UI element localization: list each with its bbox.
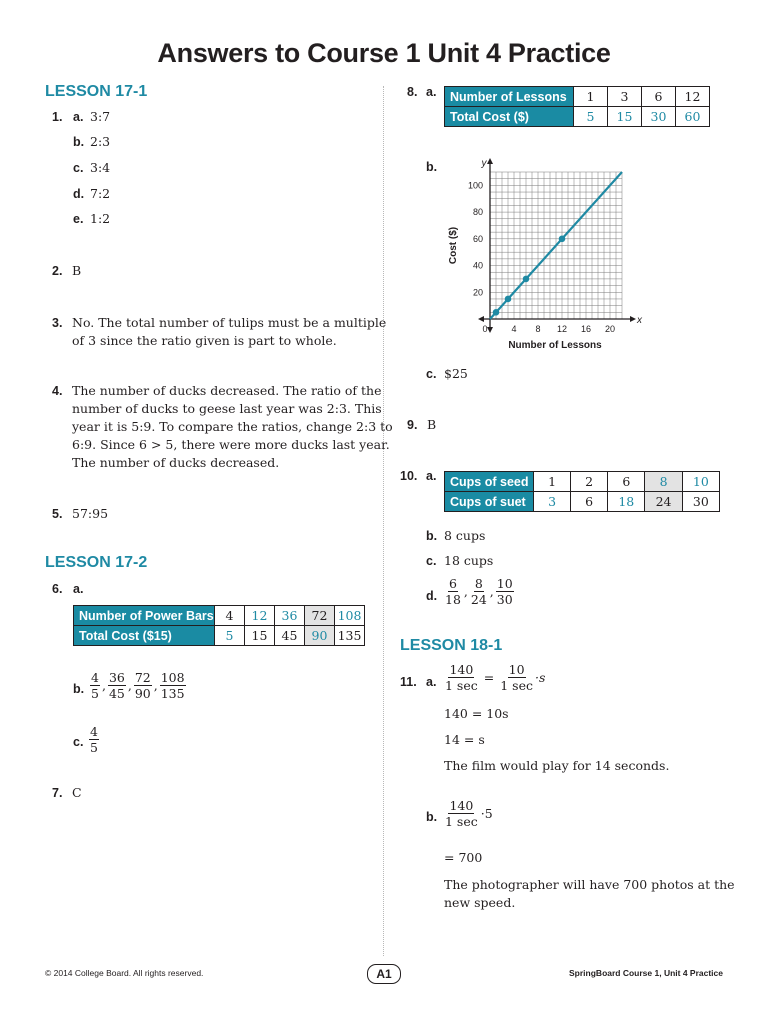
q11b-label: b. bbox=[426, 810, 438, 824]
table-header-cell: Number of Power Bars bbox=[74, 606, 215, 626]
q10c-answer: 18 cups bbox=[444, 553, 494, 568]
table-cell: 45 bbox=[275, 626, 305, 646]
q8b-label: b. bbox=[426, 160, 438, 174]
denominator: 5 bbox=[90, 740, 98, 755]
q3-number: 3. bbox=[52, 316, 63, 330]
y-tick-label: 40 bbox=[472, 260, 483, 271]
q10c-label: c. bbox=[426, 554, 437, 568]
q9-answer: B bbox=[427, 417, 437, 432]
denominator: 24 bbox=[470, 592, 487, 607]
table-header-cell: Number of Lessons bbox=[445, 87, 574, 107]
q5-answer: 57:95 bbox=[72, 506, 109, 521]
q4-answer-line4: 6:9. Since 6 > 5, there were more ducks last year. bbox=[72, 437, 390, 452]
y-tick-label: 100 bbox=[467, 180, 483, 191]
q1c-label: c. bbox=[73, 161, 84, 175]
table-cell: 5 bbox=[574, 107, 608, 127]
numerator: 140 bbox=[449, 798, 474, 813]
table-cell: 72 bbox=[305, 606, 335, 626]
x-tick-label: 8 bbox=[535, 324, 541, 334]
table-cell: 18 bbox=[608, 492, 645, 512]
fraction bbox=[90, 670, 100, 701]
y-tick-label: 80 bbox=[472, 207, 483, 218]
numerator: 4 bbox=[91, 670, 99, 685]
q1d-label: d. bbox=[73, 187, 85, 201]
y-axis-label: Cost ($) bbox=[448, 226, 459, 265]
table-row bbox=[445, 472, 720, 492]
table-cell: 12 bbox=[676, 87, 710, 107]
x-tick-label: 20 bbox=[604, 324, 616, 334]
y-tick-label: 60 bbox=[472, 233, 483, 244]
q11b-conclusion-line1: The photographer will have 700 photos at the bbox=[444, 877, 735, 892]
q11b-line2: = 700 bbox=[444, 850, 483, 865]
table-header-cell: Total Cost ($) bbox=[445, 107, 574, 127]
x-tick-label: 12 bbox=[556, 324, 568, 334]
column-divider bbox=[383, 86, 384, 956]
q4-answer-line2: number of ducks to geese last year was 2:3. This bbox=[72, 401, 382, 416]
table-cell: 4 bbox=[215, 606, 245, 626]
q11a-line2: 140 = 10s bbox=[444, 706, 509, 721]
table-cell: 15 bbox=[608, 107, 642, 127]
q1e-answer: 1:2 bbox=[90, 211, 111, 226]
footer-copyright: © 2014 College Board. All rights reserved. bbox=[45, 968, 204, 978]
q10b-answer: 8 cups bbox=[444, 528, 486, 543]
q1d-answer: 7:2 bbox=[90, 186, 111, 201]
x-tick-label: 0 bbox=[482, 324, 488, 334]
q10-ratio-table bbox=[444, 471, 720, 512]
q6b-label: b. bbox=[73, 682, 85, 696]
q1b-label: b. bbox=[73, 135, 85, 149]
x-tick-label: 16 bbox=[580, 324, 592, 334]
numerator: 4 bbox=[90, 724, 98, 739]
q4-answer-line3: year it is 5:9. To compare the ratios, change 2:3 to bbox=[72, 419, 393, 434]
table-cell: 2 bbox=[571, 472, 608, 492]
q1b-answer: 2:3 bbox=[90, 134, 111, 149]
denominator: 1 sec bbox=[445, 678, 478, 693]
denominator: 1 sec bbox=[445, 814, 478, 829]
q10d-fractions: $\frac{6}{18}$ , $\frac{8}{24}$ , $\frac{10}{30}$ bbox=[445, 576, 513, 607]
q11b-conclusion-line2: new speed. bbox=[444, 895, 516, 910]
data-point bbox=[559, 236, 566, 243]
fraction bbox=[134, 670, 152, 701]
q8a-label: a. bbox=[426, 85, 437, 99]
table-cell: 1 bbox=[534, 472, 571, 492]
numerator: 36 bbox=[108, 670, 125, 685]
q10d-label: d. bbox=[426, 589, 438, 603]
page-number: A1 bbox=[367, 964, 401, 984]
q3-answer-line1: No. The total number of tulips must be a multiple bbox=[72, 315, 387, 330]
lesson-18-1-heading: LESSON 18-1 bbox=[400, 637, 503, 654]
numerator: 8 bbox=[474, 576, 483, 591]
table-cell: 135 bbox=[335, 626, 365, 646]
table-cell: 1 bbox=[574, 87, 608, 107]
q5-number: 5. bbox=[52, 507, 63, 521]
table-cell: 6 bbox=[571, 492, 608, 512]
q8c-answer: $25 bbox=[444, 366, 468, 381]
q2-number: 2. bbox=[52, 264, 63, 278]
q1c-answer: 3:4 bbox=[90, 160, 111, 175]
y-axis-letter: y bbox=[481, 158, 487, 169]
fraction bbox=[470, 576, 488, 607]
q6a-label: a. bbox=[73, 582, 84, 596]
denominator: 1 sec bbox=[500, 678, 533, 693]
table-cell: 30 bbox=[642, 107, 676, 127]
data-point bbox=[523, 276, 530, 283]
q6-number: 6. bbox=[52, 582, 63, 596]
table-row bbox=[445, 87, 710, 107]
q6c-label: c. bbox=[73, 735, 84, 749]
table-cell: 6 bbox=[642, 87, 676, 107]
numerator: 140 bbox=[449, 662, 474, 677]
lesson-17-1-heading: LESSON 17-1 bbox=[45, 83, 148, 100]
multiplier: ·5 bbox=[480, 806, 493, 821]
footer-course: SpringBoard Course 1, Unit 4 Practice bbox=[569, 968, 723, 978]
data-point bbox=[493, 309, 500, 316]
table-cell: 8 bbox=[645, 472, 682, 492]
q8-cost-graph bbox=[440, 152, 650, 357]
table-cell: 90 bbox=[305, 626, 335, 646]
q8c-label: c. bbox=[426, 367, 437, 381]
q10-number: 10. bbox=[400, 469, 418, 483]
q1a-answer: 3:7 bbox=[90, 109, 111, 124]
table-row bbox=[74, 626, 365, 646]
table-cell: 5 bbox=[215, 626, 245, 646]
q11-number: 11. bbox=[400, 675, 417, 689]
fraction bbox=[444, 576, 462, 607]
q11a-equation bbox=[444, 662, 545, 693]
x-axis-arrow-left bbox=[478, 316, 484, 322]
data-point bbox=[505, 296, 512, 303]
table-cell: 6 bbox=[608, 472, 645, 492]
q1e-label: e. bbox=[73, 212, 84, 226]
numerator: 6 bbox=[448, 576, 457, 591]
q11b-expression bbox=[444, 798, 493, 829]
q1-number: 1. bbox=[52, 110, 63, 124]
table-cell: 12 bbox=[245, 606, 275, 626]
q11a-label: a. bbox=[426, 675, 437, 689]
table-cell: 10 bbox=[682, 472, 719, 492]
q7-answer: C bbox=[72, 785, 82, 800]
table-cell: 24 bbox=[645, 492, 682, 512]
q4-number: 4. bbox=[52, 384, 63, 398]
q8-number: 8. bbox=[407, 85, 418, 99]
x-axis-label: Number of Lessons bbox=[508, 340, 602, 351]
q4-answer-line1: The number of ducks decreased. The ratio of the bbox=[72, 383, 382, 398]
fraction bbox=[108, 670, 126, 701]
table-cell: 30 bbox=[682, 492, 719, 512]
denominator: 18 bbox=[445, 592, 461, 607]
fraction bbox=[89, 724, 99, 755]
q7-number: 7. bbox=[52, 786, 63, 800]
q8-ratio-table bbox=[444, 86, 710, 127]
numerator: 10 bbox=[508, 662, 525, 677]
q6c-fraction bbox=[89, 724, 99, 755]
table-cell: 3 bbox=[608, 87, 642, 107]
fraction bbox=[444, 662, 479, 693]
x-tick-label: 4 bbox=[511, 324, 517, 334]
q1a-label: a. bbox=[73, 110, 84, 124]
q9-number: 9. bbox=[407, 418, 418, 432]
numerator: 72 bbox=[134, 670, 151, 685]
q11a-conclusion: The film would play for 14 seconds. bbox=[444, 758, 670, 773]
denominator: 135 bbox=[160, 686, 185, 701]
q11a-line3: 14 = s bbox=[444, 732, 485, 747]
table-row bbox=[74, 606, 365, 626]
numerator: 108 bbox=[160, 670, 185, 685]
table-header-cell: Cups of suet bbox=[445, 492, 534, 512]
table-cell: 15 bbox=[245, 626, 275, 646]
x-axis-arrow bbox=[630, 316, 636, 322]
fraction bbox=[499, 662, 534, 693]
table-cell: 3 bbox=[534, 492, 571, 512]
table-header-cell: Total Cost ($15) bbox=[74, 626, 215, 646]
table-cell: 36 bbox=[275, 606, 305, 626]
denominator: 30 bbox=[496, 592, 513, 607]
fraction bbox=[160, 670, 186, 701]
fraction bbox=[444, 798, 479, 829]
table-row bbox=[445, 107, 710, 127]
denominator: 5 bbox=[91, 686, 99, 701]
denominator: 90 bbox=[134, 686, 151, 701]
table-cell: 60 bbox=[676, 107, 710, 127]
y-axis-arrow bbox=[487, 158, 493, 164]
q2-answer: B bbox=[72, 263, 82, 278]
q6b-fractions: $\frac{4}{5}$ , $\frac{36}{45}$ , $\frac{72}{90}$ , $\frac{108}{135}$ bbox=[91, 670, 185, 701]
fraction bbox=[496, 576, 514, 607]
q6-ratio-table bbox=[73, 605, 365, 646]
q4-answer-line5: The number of ducks decreased. bbox=[72, 455, 280, 470]
lesson-17-2-heading: LESSON 17-2 bbox=[45, 554, 148, 571]
y-axis-arrow-down bbox=[487, 327, 493, 333]
table-header-cell: Cups of seed bbox=[445, 472, 534, 492]
page-title: Answers to Course 1 Unit 4 Practice bbox=[157, 38, 611, 68]
denominator: 45 bbox=[108, 686, 125, 701]
multiplier: ·s bbox=[534, 670, 546, 685]
numerator: 10 bbox=[496, 576, 513, 591]
q10b-label: b. bbox=[426, 529, 438, 543]
x-axis-letter: x bbox=[637, 315, 642, 326]
table-row bbox=[445, 492, 720, 512]
q10a-label: a. bbox=[426, 469, 437, 483]
table-cell: 108 bbox=[335, 606, 365, 626]
y-tick-label: 20 bbox=[472, 287, 483, 298]
equals-sign: = bbox=[483, 670, 495, 685]
q3-answer-line2: of 3 since the ratio given is part to whole. bbox=[72, 333, 337, 348]
